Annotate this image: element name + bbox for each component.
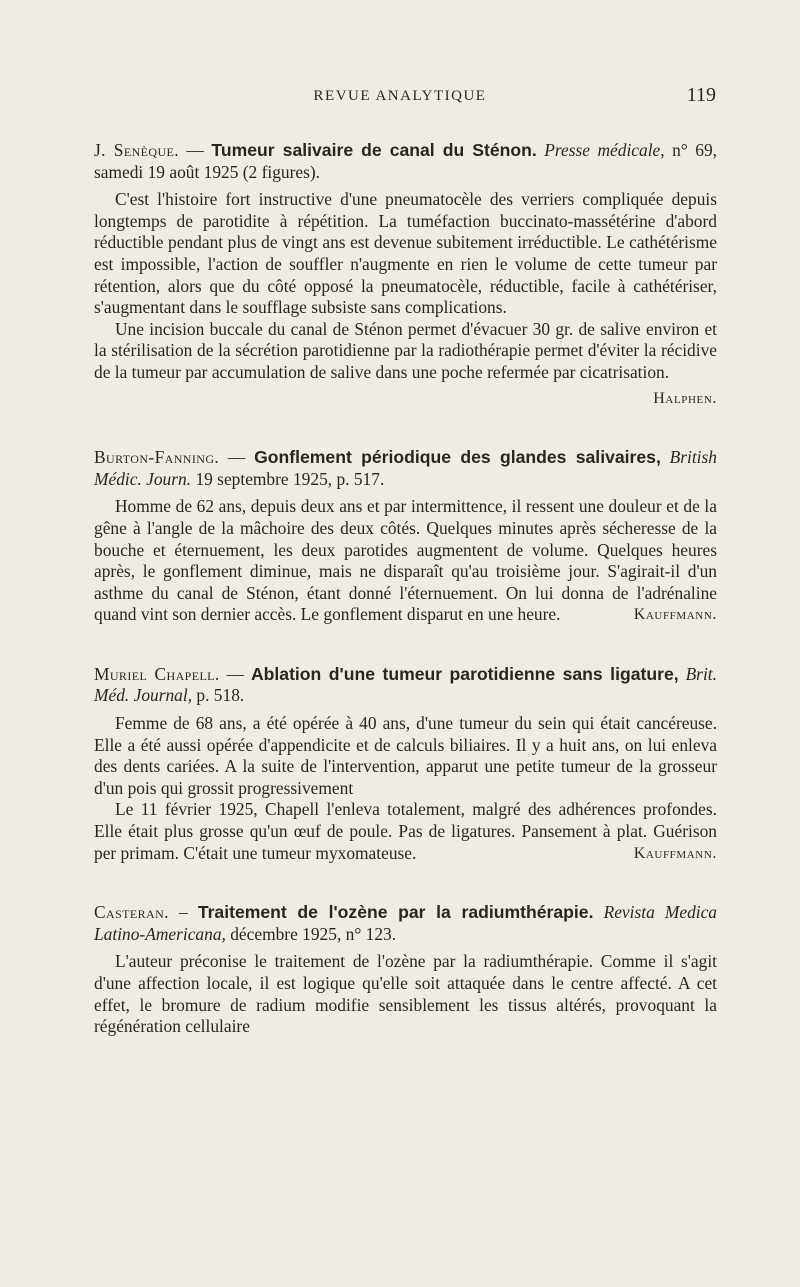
article-author: Casteran. [94, 902, 169, 923]
article-citation: n° 69, samedi 19 août 1925 (2 figures). [94, 140, 717, 182]
article-heading [94, 664, 717, 707]
article-author: J. Senèque. [94, 140, 180, 160]
article-title: Ablation d'une tumeur parotidienne sans ligature, [250, 663, 679, 684]
article-signature: Halphen. [653, 389, 717, 407]
article-title: Gonflement périodique des glandes salivaires, [254, 447, 661, 468]
article-paragraph-text: Homme de 62 ans, depuis deux ans et par intermittence, il ressent une douleur et de la gêne à l'angle de la mâchoire des deux côtés. Quelques minutes après sécheresse de la bouche et éternuement, les deux parotides augmentent de volume. Quelques heures après, le gonflement diminue, mais ne disparaît qu'au troisième jour. S'agirait-il d'un asthme du canal de Sténon, étant donné l'éternuement. On lui donna de l'adrénaline quand vint son dernier accès. Le gonflement disparut en une heure. [94, 496, 717, 625]
article-paragraph-text: Le 11 février 1925, Chapell l'enleva totalement, malgré des adhérences profondes. Elle était plus grosse qu'un œuf de poule. Pas de ligatures. Pansement à plat. Guérison per primam. C'était une tumeur myxomateuse. [94, 799, 717, 863]
article-burton-fanning [94, 447, 717, 626]
article-paragraph: L'auteur préconise le traitement de l'ozène par la radiumthérapie. Comme il s'agit d'une affection locale, il est logique qu'elle soit attaquée dans le centre affecté. A cet effet, le bromure de radium modifie sensiblement les tissus altérés, provoquant la régénération cellulaire [94, 951, 717, 1037]
article-heading [94, 140, 717, 183]
article-casteran [94, 902, 717, 1038]
page-content [94, 140, 717, 1038]
article-chapell [94, 664, 717, 864]
article-body [94, 951, 717, 1037]
article-gap [94, 626, 717, 664]
article-citation: p. 518. [196, 685, 245, 706]
article-signature: Kauffmann. [633, 844, 717, 862]
heading-separator: – [179, 902, 188, 923]
article-title: Tumeur salivaire de canal du Sténon. [211, 140, 537, 160]
heading-separator: — [227, 447, 246, 468]
article-body [94, 496, 717, 626]
heading-separator: — [186, 140, 204, 160]
article-journal: Revista Medica Latino-Americana, [94, 902, 718, 944]
article-citation: 19 septembre 1925, p. 517. [195, 468, 385, 489]
running-title: REVUE ANALYTIQUE [313, 88, 487, 104]
article-heading [94, 447, 717, 490]
article-paragraph [94, 496, 717, 626]
article-paragraph [94, 799, 717, 864]
article-gap [94, 409, 717, 447]
page-number: 119 [686, 84, 716, 106]
article-seneque [94, 140, 717, 409]
article-author: Burton-Fanning. [94, 447, 220, 468]
article-paragraph: Femme de 68 ans, a été opérée à 40 ans, d'une tumeur du sein qui était cancéreuse. Elle a été aussi opérée d'appendicite et de calculs biliaires. Il y a huit ans, on lui enleva des dents cariées. A la suite de l'intervention, apparut une petite tumeur de la grosseur d'un pois qui grossit progressivement [94, 713, 717, 798]
article-citation: décembre 1925, n° 123. [230, 923, 397, 944]
article-journal: British Médic. Journ. [94, 447, 717, 489]
article-body [94, 189, 717, 383]
article-author: Muriel Chapell. [94, 663, 220, 684]
article-paragraph: Une incision buccale du canal de Sténon permet d'évacuer 30 gr. de salive environ et la stérilisation de la sécrétion parotidienne par la radiothérapie permet d'éviter la récidive de la tumeur par accumulation de salive dans une poche refermée par cicatrisation. [94, 318, 717, 382]
running-head [0, 84, 800, 108]
article-body [94, 713, 717, 864]
article-title: Traitement de l'ozène par la radiumthérapie. [197, 902, 594, 923]
article-signature: Kauffmann. [633, 606, 717, 624]
article-heading [94, 902, 717, 945]
article-journal: Presse médicale, [544, 140, 665, 160]
heading-separator: — [226, 663, 244, 684]
article-journal: Brit. Méd. Journal, [94, 663, 717, 706]
article-paragraph: C'est l'histoire fort instructive d'une pneumatocèle des verriers compliquée depuis longtemps de parotidite à répétition. La tuméfaction buccinato-massétérine d'abord réductible pendant plus de vingt ans est devenue subitement irréductible. Le cathétérisme est impossible, l'action de souffler n'augmente en rien le volume de cette tumeur par rétention, alors que du côté opposé la pneumatocèle, réductible, facile à cathétériser, s'augmentant dans le soufflage subsiste sans complications. [94, 189, 717, 318]
article-gap [94, 864, 717, 902]
